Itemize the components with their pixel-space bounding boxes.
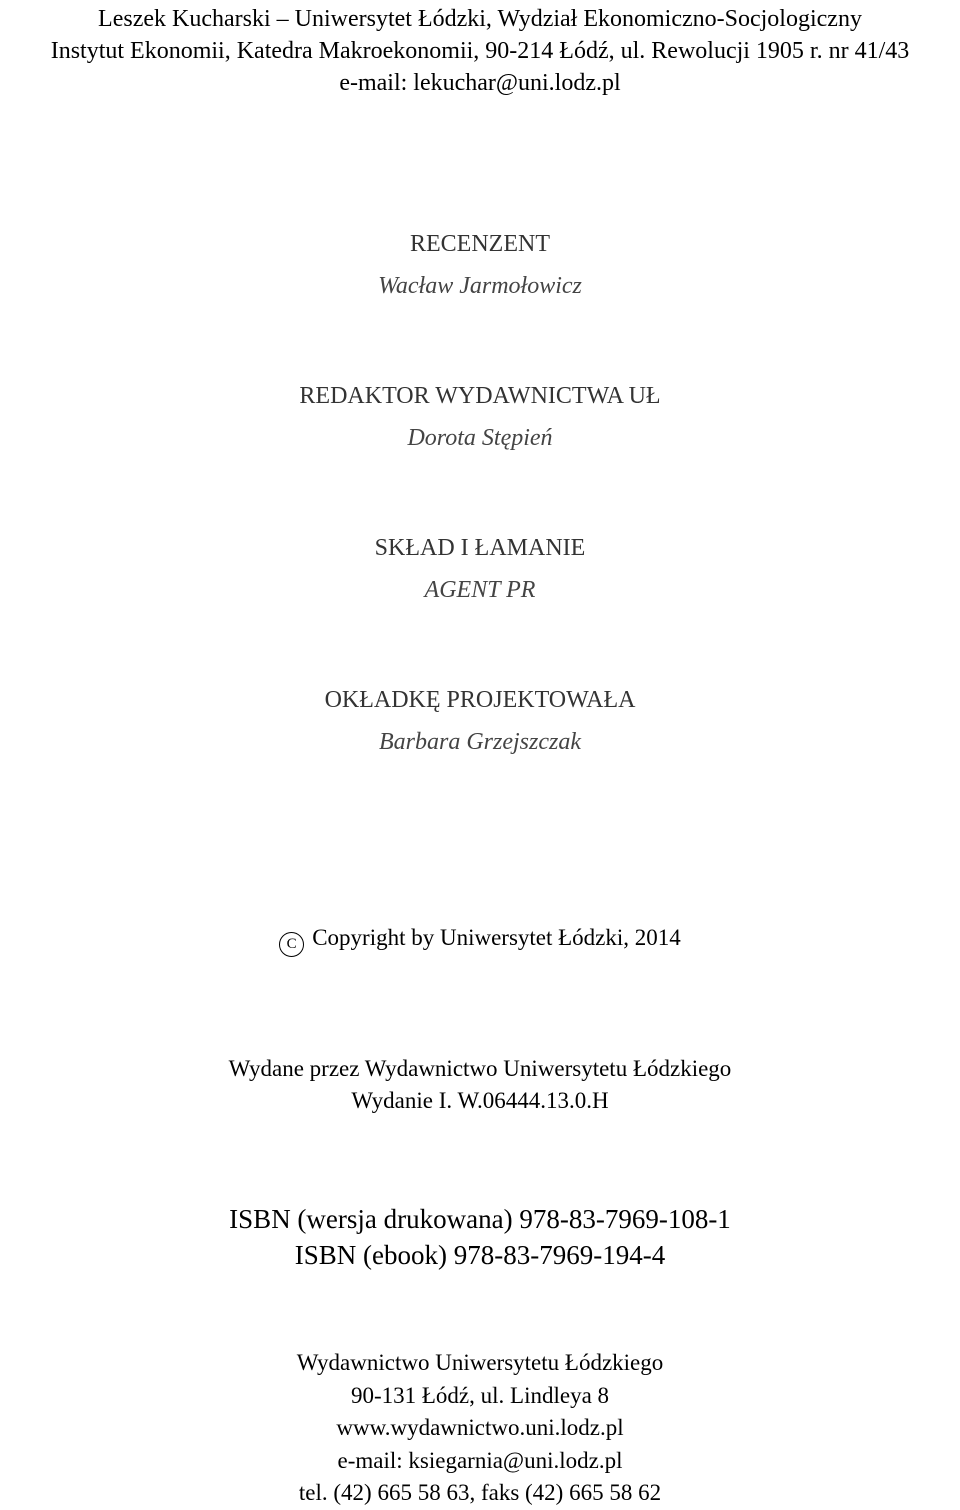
edition-number: Wydanie I. W.06444.13.0.H bbox=[351, 1088, 609, 1113]
copyright-text: Copyright by Uniwersytet Łódzki, 2014 bbox=[312, 925, 681, 950]
edition-info bbox=[0, 1053, 960, 1117]
publisher-statement: Wydane przez Wydawnictwo Uniwersytetu Łódzkiego bbox=[228, 1056, 732, 1081]
credit-role: OKŁADKĘ PROJEKTOWAŁA bbox=[324, 687, 636, 713]
isbn-print: ISBN (wersja drukowana) 978-83-7969-108-1 bbox=[229, 1204, 731, 1234]
credit-name: Barbara Grzejszczak bbox=[379, 729, 581, 755]
isbn-ebook: ISBN (ebook) 978-83-7969-194-4 bbox=[294, 1240, 666, 1270]
publisher-contact bbox=[0, 1347, 960, 1510]
credit-role: REDAKTOR WYDAWNICTWA UŁ bbox=[299, 383, 661, 409]
publisher-name: Wydawnictwo Uniwersytetu Łódzkiego bbox=[296, 1350, 664, 1375]
credit-cover-design bbox=[0, 684, 960, 758]
publisher-address: 90-131 Łódź, ul. Lindleya 8 bbox=[350, 1382, 610, 1408]
author-email[interactable]: e-mail: lekuchar@uni.lodz.pl bbox=[339, 70, 621, 96]
copyright-icon: C bbox=[279, 932, 304, 957]
credit-role: RECENZENT bbox=[410, 231, 550, 257]
copyright-notice bbox=[0, 922, 960, 957]
credit-typesetting bbox=[0, 532, 960, 606]
credit-editor bbox=[0, 380, 960, 454]
credit-name: Dorota Stępień bbox=[407, 425, 553, 451]
publisher-email[interactable]: e-mail: ksiegarnia@uni.lodz.pl bbox=[337, 1447, 623, 1473]
isbn-block bbox=[0, 1201, 960, 1273]
credit-name: Wacław Jarmołowicz bbox=[378, 273, 582, 299]
author-line-1: Leszek Kucharski – Uniwersytet Łódzki, Wydział Ekonomiczno-Socjologiczny bbox=[98, 6, 862, 32]
credit-role: SKŁAD I ŁAMANIE bbox=[374, 535, 586, 561]
credit-reviewer bbox=[0, 228, 960, 302]
author-line-2: Instytut Ekonomii, Katedra Makroekonomii, 90-214 Łódź, ul. Rewolucji 1905 r. nr 41/43 bbox=[50, 38, 910, 64]
publisher-phone: tel. (42) 665 58 63, faks (42) 665 58 62 bbox=[298, 1480, 662, 1505]
credit-name: AGENT PR bbox=[424, 577, 536, 603]
author-affiliation bbox=[0, 3, 960, 99]
publisher-website[interactable]: www.wydawnictwo.uni.lodz.pl bbox=[336, 1415, 624, 1440]
